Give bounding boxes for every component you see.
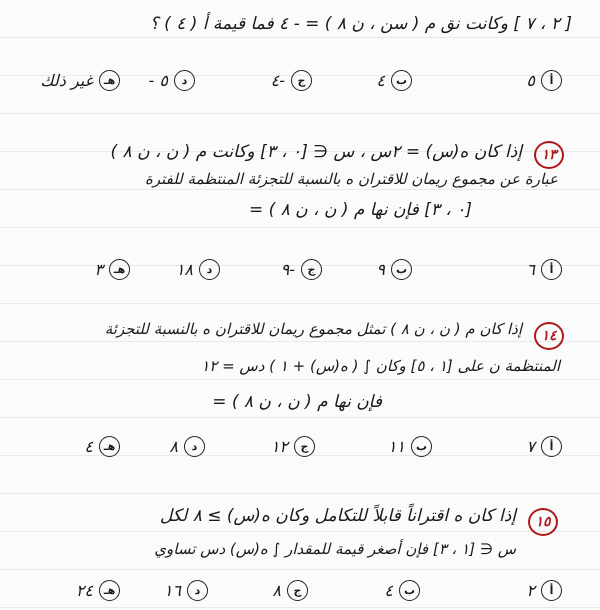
q15-option-value: ٢٤ bbox=[75, 581, 93, 600]
q13-option-letter: أ bbox=[541, 259, 562, 280]
q14-option-letter: أ bbox=[541, 436, 562, 457]
q14-line3: فإن نها م ( ن ، ن ٨ ) = bbox=[212, 392, 382, 412]
q13-option-letter: ب bbox=[391, 259, 412, 280]
q14-option-letter: هـ bbox=[99, 436, 120, 457]
q14-number-badge: ١٤ bbox=[534, 322, 564, 350]
q13-option-letter: د bbox=[199, 259, 220, 280]
q13-option-c[interactable] bbox=[281, 259, 322, 280]
q15-option-letter: هـ bbox=[99, 580, 120, 601]
q14-option-d[interactable] bbox=[169, 436, 205, 457]
q13-option-a[interactable] bbox=[526, 259, 562, 280]
q11-option-value: ٤ bbox=[376, 71, 385, 90]
q13-line3: [٠ ، ٣] فإن نها م ( ن ، ن ٨ ) = bbox=[248, 200, 472, 220]
q13-option-value: ٩ bbox=[376, 260, 385, 279]
q13-option-value: ٦ bbox=[526, 260, 535, 279]
q14-option-e[interactable] bbox=[84, 436, 120, 457]
q14-option-c[interactable] bbox=[271, 436, 315, 457]
q15-option-value: ٢ bbox=[526, 581, 535, 600]
q15-line2: س ∈ [١ ، ٣] فإن أصغر قيمة للمقدار ∫ ه(س) دس تساوي bbox=[154, 540, 516, 558]
q15-option-letter: ب bbox=[399, 580, 420, 601]
q15-option-e[interactable] bbox=[76, 580, 120, 601]
q11-option-value: -٤ bbox=[270, 71, 285, 90]
q15-option-c[interactable] bbox=[272, 580, 308, 601]
q13-option-value: ٣ bbox=[94, 260, 103, 279]
q15-option-letter: د bbox=[187, 580, 208, 601]
q14-line2: المنتظمة ن على [١ ، ٥] وكان ∫ ( ه(س) + ١ ) دس = ١٢ bbox=[201, 357, 560, 375]
q15-line1: إذا كان ه اقتراناً قابلاً للتكامل وكان ه(س) ≥ ٨ لكل bbox=[159, 506, 516, 526]
q11-option-b[interactable] bbox=[376, 70, 412, 91]
q11-option-value: ٥ - bbox=[148, 71, 168, 90]
q13-line1: إذا كان ه(س) = ٢س ، س ∈ [٠ ، ٣] وكانت م ( ن ، ن ٨ ) bbox=[110, 142, 522, 162]
q15-options bbox=[30, 580, 570, 606]
q13-line2: عبارة عن مجموع ريمان للاقتران ه بالنسبة للتجزئة المنتظمة للفترة bbox=[144, 170, 558, 188]
q11-line1: [ ٢ ، ٧ ] وكانت نق م ( سن ، ن ٨ ) = - ٤ فما قيمة أ ( ٤ ) ؟ bbox=[149, 14, 572, 34]
q11-option-c[interactable] bbox=[271, 70, 312, 91]
q11-option-a[interactable] bbox=[526, 70, 562, 91]
q11-option-letter: هـ bbox=[99, 70, 120, 91]
q14-option-b[interactable] bbox=[388, 436, 432, 457]
q13-option-letter: هـ bbox=[109, 259, 130, 280]
q15-option-b[interactable] bbox=[384, 580, 420, 601]
q14-option-value: ١١ bbox=[387, 437, 405, 456]
q11-option-letter: أ bbox=[541, 70, 562, 91]
q11-option-value: غير ذلك bbox=[40, 71, 93, 90]
q15-option-letter: أ bbox=[541, 580, 562, 601]
q11-option-letter: ج bbox=[291, 70, 312, 91]
q11-option-letter: د bbox=[174, 70, 195, 91]
q15-number-badge: ١٥ bbox=[528, 508, 558, 536]
q14-option-letter: د bbox=[184, 436, 205, 457]
q14-options bbox=[30, 436, 570, 462]
q14-option-letter: ب bbox=[411, 436, 432, 457]
q11-option-d[interactable] bbox=[149, 70, 195, 91]
q14-option-letter: ج bbox=[294, 436, 315, 457]
q15-option-a[interactable] bbox=[526, 580, 562, 601]
q15-option-d[interactable] bbox=[164, 580, 208, 601]
q14-option-value: ٧ bbox=[526, 437, 535, 456]
q14-option-a[interactable] bbox=[526, 436, 562, 457]
q11-option-e[interactable] bbox=[40, 70, 120, 91]
q11-options bbox=[30, 70, 570, 96]
q13-option-letter: ج bbox=[301, 259, 322, 280]
q15-option-value: ٨ bbox=[272, 581, 281, 600]
q15-option-value: ٤ bbox=[384, 581, 393, 600]
q15-option-value: ١٦ bbox=[163, 581, 181, 600]
q13-number-badge: ١٣ bbox=[534, 141, 564, 169]
q14-option-value: ٨ bbox=[169, 437, 178, 456]
q13-options bbox=[30, 259, 570, 285]
q11-option-letter: ب bbox=[391, 70, 412, 91]
q14-option-value: ١٢ bbox=[270, 437, 288, 456]
q13-option-b[interactable] bbox=[376, 259, 412, 280]
q14-option-value: ٤ bbox=[84, 437, 93, 456]
q14-line1: إذا كان م ( ن ، ن ٨ ) تمثل مجموع ريمان للاقتران ه بالنسبة للتجزئة bbox=[104, 320, 522, 338]
q15-option-letter: ج bbox=[287, 580, 308, 601]
q13-option-value: -٩ bbox=[280, 260, 295, 279]
q13-option-value: ١٨ bbox=[175, 260, 193, 279]
q13-option-e[interactable] bbox=[94, 259, 130, 280]
q13-option-d[interactable] bbox=[176, 259, 220, 280]
q11-option-value: ٥ bbox=[526, 71, 535, 90]
